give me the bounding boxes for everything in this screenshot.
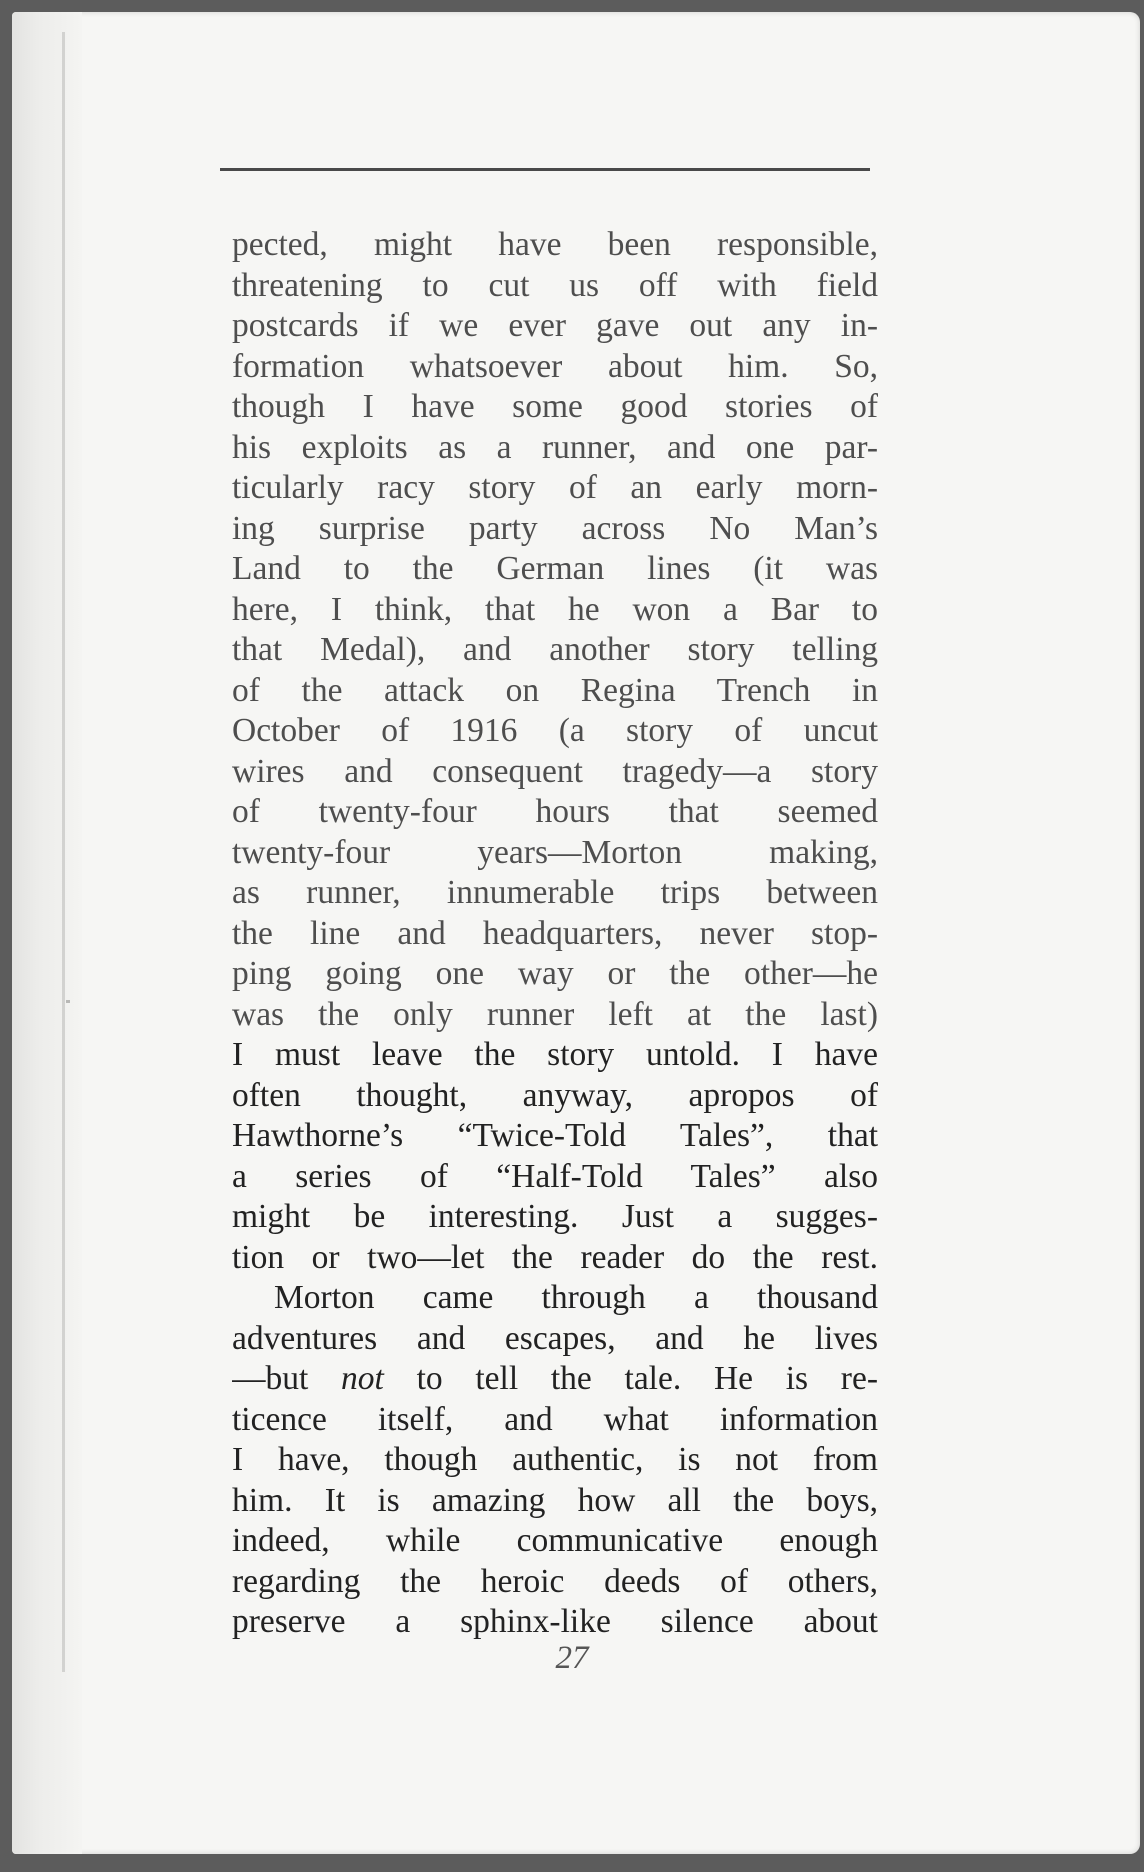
page-speck — [66, 1000, 70, 1003]
text-line: as runner, innumerable trips between — [232, 874, 878, 911]
text-line: ping going one way or the other—he — [232, 955, 878, 992]
text-line: —but not to tell the tale. He is re- — [232, 1360, 878, 1397]
text-line: wires and consequent tragedy—a story — [232, 752, 878, 790]
header-rule — [220, 168, 870, 171]
text-line: threatening to cut us off with field — [232, 266, 878, 304]
text-line: often thought, anyway, apropos of — [232, 1076, 878, 1114]
text-line: ticularly racy story of an early morn- — [232, 469, 878, 506]
text-line: ticence itself, and what information — [232, 1400, 878, 1438]
text-line: formation whatsoever about him. So, — [232, 347, 878, 385]
text-line: though I have some good stories of — [232, 388, 878, 425]
text-line: regarding the heroic deeds of others, — [232, 1562, 878, 1600]
text-line: was the only runner left at the last) — [232, 995, 878, 1033]
emphasis-text: not — [341, 1360, 384, 1397]
text-line: his exploits as a runner, and one par- — [232, 428, 878, 466]
text-line: Land to the German lines (it was — [232, 550, 878, 587]
text-line: him. It is amazing how all the boys, — [232, 1481, 878, 1519]
text-line: I must leave the story untold. I have — [232, 1036, 878, 1073]
text-line: might be interesting. Just a sugges- — [232, 1198, 878, 1235]
binding-crease — [62, 32, 65, 1672]
page-gutter — [12, 12, 82, 1854]
text-line: of the attack on Regina Trench in — [232, 671, 878, 709]
text-line: twenty-four years—Morton making, — [232, 833, 878, 871]
text-line: of twenty-four hours that seemed — [232, 793, 878, 830]
text-line: ing surprise party across No Man’s — [232, 509, 878, 547]
text-line: postcards if we ever gave out any in- — [232, 307, 878, 344]
paragraph-first-line: Morton came through a thousand — [274, 1279, 878, 1316]
text-line: the line and headquarters, never stop- — [232, 914, 878, 952]
text-line: preserve a sphinx-like silence about — [232, 1603, 878, 1640]
page-number: 27 — [555, 1640, 589, 1676]
text-line: October of 1916 (a story of uncut — [232, 712, 878, 749]
text-line: indeed, while communicative enough — [232, 1522, 878, 1559]
text-line: adventures and escapes, and he lives — [232, 1319, 878, 1357]
text-line: a series of “Half-Told Tales” also — [232, 1157, 878, 1195]
text-line: here, I think, that he won a Bar to — [232, 590, 878, 628]
text-line: Hawthorne’s “Twice-Told Tales”, that — [232, 1117, 878, 1154]
text-line: pected, might have been responsible, — [232, 226, 878, 263]
text-line: that Medal), and another story telling — [232, 631, 878, 668]
text-line: tion or two—let the reader do the rest. — [232, 1238, 878, 1276]
body-text — [232, 225, 878, 1643]
text-line: I have, though authentic, is not from — [232, 1441, 878, 1478]
